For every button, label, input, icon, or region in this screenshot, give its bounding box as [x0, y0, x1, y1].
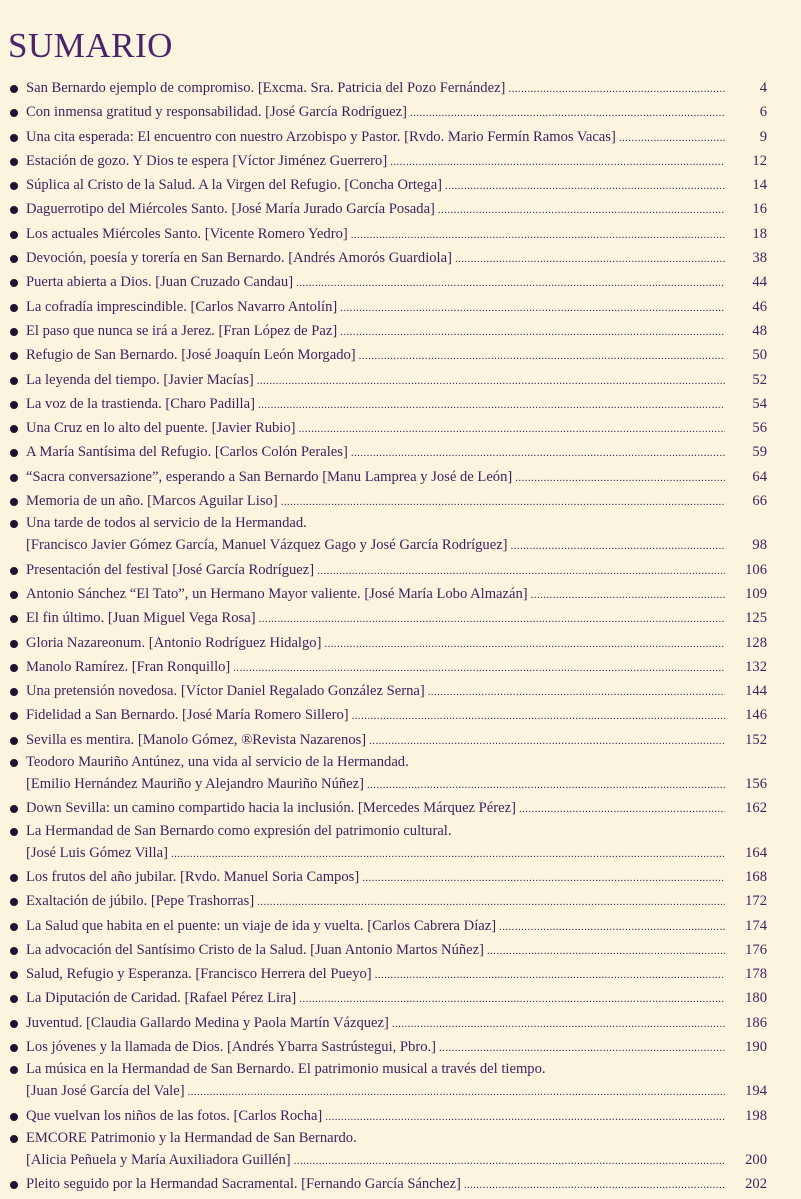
page-number: 152 — [745, 731, 767, 748]
entry-title: Los frutos del año jubilar. [Rvdo. Manuel Soria Campos] — [26, 868, 360, 885]
toc-entry — [0, 513, 801, 557]
toc-entry — [0, 1059, 801, 1103]
toc-entry — [0, 703, 801, 727]
dot-leader — [340, 320, 725, 344]
toc-entry — [0, 440, 801, 464]
bullet-icon — [10, 158, 18, 166]
page-number: 106 — [745, 561, 767, 578]
dot-leader — [257, 890, 725, 914]
page-number: 44 — [752, 274, 767, 291]
toc-entry — [0, 222, 801, 246]
bullet-icon — [10, 1020, 18, 1028]
entry-title: Devoción, poesía y torería en San Bernardo. [Andrés Amorós Guardiola] — [26, 250, 452, 267]
entry-title: Antonio Sánchez “El Tato”, un Hermano Mayor valiente. [José María Lobo Almazán] — [26, 585, 528, 602]
bullet-icon — [10, 828, 18, 836]
dot-leader — [281, 490, 725, 514]
dot-leader — [351, 441, 725, 465]
dot-leader — [531, 583, 725, 607]
dot-leader — [340, 296, 725, 320]
table-of-contents — [0, 76, 801, 1196]
bullet-icon — [10, 1044, 18, 1052]
toc-entry — [0, 962, 801, 986]
bullet-icon — [10, 474, 18, 482]
dot-leader — [619, 126, 725, 150]
page-number: 180 — [745, 990, 767, 1007]
entry-title: Con inmensa gratitud y responsabilidad. [José García Rodríguez] — [26, 104, 407, 121]
toc-entry — [0, 1172, 801, 1196]
toc-entry — [0, 76, 801, 100]
page-number: 4 — [759, 80, 767, 96]
entry-title: San Bernardo ejemplo de compromiso. [Excma. Sra. Patricia del Pozo Fernández] — [26, 80, 506, 96]
bullet-icon — [10, 85, 18, 93]
entry-title: Exaltación de júbilo. [Pepe Trashorras] — [26, 893, 255, 910]
dot-leader — [464, 1173, 725, 1197]
entry-title: La leyenda del tiempo. [Javier Macías] — [26, 371, 254, 388]
toc-entry — [0, 796, 801, 820]
entry-title-line: La música en la Hermandad de San Bernardo. El patrimonio musical a través del tiempo. — [26, 1061, 546, 1078]
dot-leader — [508, 77, 725, 101]
toc-entry — [0, 343, 801, 367]
page-number: 54 — [752, 395, 767, 412]
bullet-icon — [10, 1135, 18, 1143]
dot-leader — [511, 534, 725, 558]
page-number: 12 — [752, 152, 767, 169]
page-number: 162 — [745, 800, 767, 817]
toc-entry — [0, 368, 801, 392]
page-number: 125 — [745, 610, 767, 627]
entry-title: A María Santísima del Refugio. [Carlos Colón Perales] — [26, 444, 348, 461]
entry-title: Puerta abierta a Dios. [Juan Cruzado Candau] — [26, 274, 294, 291]
page-number: 48 — [752, 322, 767, 339]
entry-title: La voz de la trastienda. [Charo Padilla] — [26, 395, 255, 412]
page-number: 52 — [752, 371, 767, 388]
toc-entry — [0, 914, 801, 938]
entry-title: La Salud que habita en el puente: un viaje de ida y vuelta. [Carlos Cabrera Díaz] — [26, 917, 497, 934]
toc-entry — [0, 489, 801, 513]
page-number: 59 — [752, 444, 767, 461]
toc-entry — [0, 679, 801, 703]
dot-leader — [299, 987, 725, 1011]
page-number: 46 — [752, 298, 767, 315]
dot-leader — [428, 680, 725, 704]
dot-leader — [257, 369, 725, 393]
dot-leader — [352, 704, 725, 728]
entry-title: El paso que nunca se irá a Jerez. [Fran López de Paz] — [26, 322, 338, 339]
toc-entry — [0, 416, 801, 440]
page-number: 50 — [752, 347, 767, 364]
toc-entry — [0, 986, 801, 1010]
page-number: 66 — [752, 493, 767, 510]
dot-leader — [390, 150, 725, 174]
entry-title: Memoria de un año. [Marcos Aguilar Liso] — [26, 493, 278, 510]
toc-entry — [0, 173, 801, 197]
dot-leader — [515, 466, 725, 490]
entry-title: Estación de gozo. Y Dios te espera [Víctor Jiménez Guerrero] — [26, 152, 388, 169]
bullet-icon — [10, 304, 18, 312]
entry-title: [Alicia Peñuela y María Auxiliadora Guillén] — [26, 1151, 291, 1168]
entry-title: Los jóvenes y la llamada de Dios. [Andrés Ybarra Sastrústegui, Pbro.] — [26, 1038, 437, 1055]
bullet-icon — [10, 498, 18, 506]
entry-title-line: Una tarde de todos al servicio de la Hermandad. — [26, 515, 307, 532]
dot-leader — [445, 174, 725, 198]
entry-title: Fidelidad a San Bernardo. [José María Romero Sillero] — [26, 707, 349, 724]
toc-entry — [0, 465, 801, 489]
entry-title: Refugio de San Bernardo. [José Joaquín León Morgado] — [26, 347, 356, 364]
page-number: 98 — [752, 537, 767, 554]
entry-title: Una cita esperada: El encuentro con nuestro Arzobispo y Pastor. [Rvdo. Mario Fermín Ramos Vacas] — [26, 128, 616, 145]
page-number: 156 — [745, 776, 767, 793]
entry-title: Gloria Nazareonum. [Antonio Rodríguez Hidalgo] — [26, 634, 322, 651]
bullet-icon — [10, 567, 18, 575]
entry-title: La advocación del Santísimo Cristo de la Salud. [Juan Antonio Martos Núñez] — [26, 941, 484, 958]
page-number: 164 — [745, 844, 767, 861]
dot-leader — [375, 963, 725, 987]
dot-leader — [317, 559, 725, 583]
dot-leader — [259, 607, 725, 631]
page-number: 146 — [745, 707, 767, 724]
toc-entry — [0, 1035, 801, 1059]
toc-entry — [0, 100, 801, 124]
page-number: 194 — [745, 1083, 767, 1100]
entry-title-line: La Hermandad de San Bernardo como expresión del patrimonio cultural. — [26, 822, 452, 839]
dot-leader — [392, 1012, 725, 1036]
entry-title: El fin último. [Juan Miguel Vega Rosa] — [26, 610, 256, 627]
dot-leader — [439, 1036, 725, 1060]
dot-leader — [188, 1080, 725, 1104]
dot-leader — [438, 198, 725, 222]
dot-leader — [325, 1105, 725, 1129]
page-title: SUMARIO — [8, 26, 173, 65]
bullet-icon — [10, 328, 18, 336]
bullet-icon — [10, 737, 18, 745]
toc-entry — [0, 125, 801, 149]
dot-leader — [296, 271, 725, 295]
dot-leader — [487, 939, 725, 963]
entry-title-line: Teodoro Mauriño Antúnez, una vida al servicio de la Hermandad. — [26, 754, 409, 771]
dot-leader — [258, 393, 725, 417]
dot-leader — [171, 842, 725, 866]
page-number: 186 — [745, 1014, 767, 1031]
page-number: 64 — [752, 468, 767, 485]
entry-title: Pleito seguido por la Hermandad Sacramental. [Fernando García Sánchez] — [26, 1176, 461, 1193]
page-number: 18 — [752, 225, 767, 242]
bullet-icon — [10, 923, 18, 931]
toc-entry — [0, 295, 801, 319]
toc-entry — [0, 582, 801, 606]
entry-title: [Francisco Javier Gómez García, Manuel Vázquez Gago y José García Rodríguez] — [26, 537, 508, 554]
dot-leader — [324, 632, 725, 656]
bullet-icon — [10, 759, 18, 767]
dot-leader — [455, 247, 725, 271]
entry-title: La cofradía imprescindible. [Carlos Navarro Antolín] — [26, 298, 338, 315]
dot-leader — [362, 866, 725, 890]
page-number: 6 — [759, 104, 767, 121]
page-number: 174 — [745, 917, 767, 934]
entry-title: Que vuelvan los niños de las fotos. [Carlos Rocha] — [26, 1107, 323, 1124]
entry-title: Manolo Ramírez. [Fran Ronquillo] — [26, 658, 231, 675]
toc-entry — [0, 655, 801, 679]
toc-entry — [0, 889, 801, 913]
bullet-icon — [10, 874, 18, 882]
toc-entry — [0, 1104, 801, 1128]
page-number: 144 — [745, 683, 767, 700]
page-number: 172 — [745, 893, 767, 910]
dot-leader — [519, 797, 725, 821]
toc-entry — [0, 938, 801, 962]
dot-leader — [410, 101, 725, 125]
bullet-icon — [10, 134, 18, 142]
bullet-icon — [10, 1113, 18, 1121]
toc-entry — [0, 558, 801, 582]
page-number: 56 — [752, 420, 767, 437]
entry-title: Presentación del festival [José García Rodríguez] — [26, 561, 315, 578]
bullet-icon — [10, 377, 18, 385]
bullet-icon — [10, 401, 18, 409]
page-number: 9 — [759, 128, 767, 145]
dot-leader — [369, 729, 725, 753]
entry-title: [José Luis Gómez Villa] — [26, 844, 168, 861]
toc-entry — [0, 1011, 801, 1035]
entry-title: Salud, Refugio y Esperanza. [Francisco Herrera del Pueyo] — [26, 966, 372, 983]
page-number: 132 — [745, 658, 767, 675]
entry-title: Sevilla es mentira. [Manolo Gómez, ®Revista Nazarenos] — [26, 731, 367, 748]
page-number: 176 — [745, 941, 767, 958]
page-number: 190 — [745, 1038, 767, 1055]
dot-leader — [499, 915, 725, 939]
dot-leader — [294, 1149, 725, 1173]
page-number: 202 — [745, 1176, 767, 1193]
bullet-icon — [10, 947, 18, 955]
toc-entry — [0, 821, 801, 865]
entry-title: Juventud. [Claudia Gallardo Medina y Paola Martín Vázquez] — [26, 1014, 389, 1031]
page-number: 198 — [745, 1107, 767, 1124]
page-number: 38 — [752, 250, 767, 267]
bullet-icon — [10, 664, 18, 672]
toc-entry — [0, 728, 801, 752]
toc-entry — [0, 865, 801, 889]
bullet-icon — [10, 231, 18, 239]
toc-entry — [0, 270, 801, 294]
toc-entry — [0, 606, 801, 630]
entry-title: Daguerrotipo del Miércoles Santo. [José María Jurado García Posada] — [26, 201, 435, 218]
entry-title: Down Sevilla: un camino compartido hacia la inclusión. [Mercedes Márquez Pérez] — [26, 800, 516, 817]
dot-leader — [351, 223, 725, 247]
toc-entry — [0, 197, 801, 221]
entry-title: Una Cruz en lo alto del puente. [Javier Rubio] — [26, 420, 296, 437]
entry-title: Los actuales Miércoles Santo. [Vicente Romero Yedro] — [26, 225, 348, 242]
toc-entry — [0, 392, 801, 416]
entry-title: “Sacra conversazione”, esperando a San Bernardo [Manu Lamprea y José de León] — [26, 468, 513, 485]
bullet-icon — [10, 591, 18, 599]
toc-entry — [0, 149, 801, 173]
toc-entry — [0, 319, 801, 343]
page-number: 109 — [745, 585, 767, 602]
toc-entry — [0, 246, 801, 270]
dot-leader — [367, 773, 725, 797]
entry-title-line: EMCORE Patrimonio y la Hermandad de San Bernardo. — [26, 1129, 357, 1146]
entry-title: Una pretensión novedosa. [Víctor Daniel Regalado González Serna] — [26, 683, 425, 700]
toc-entry — [0, 1128, 801, 1172]
entry-title: [Juan José García del Vale] — [26, 1083, 185, 1100]
dot-leader — [299, 417, 726, 441]
dot-leader — [233, 656, 725, 680]
entry-title: Súplica al Cristo de la Salud. A la Virgen del Refugio. [Concha Ortega] — [26, 177, 443, 194]
page-number: 16 — [752, 201, 767, 218]
page-number: 200 — [745, 1151, 767, 1168]
entry-title: La Diputación de Caridad. [Rafael Pérez Lira] — [26, 990, 297, 1007]
page-number: 14 — [752, 177, 767, 194]
toc-entry — [0, 752, 801, 796]
entry-title: [Emilio Hernández Mauriño y Alejandro Mauriño Núñez] — [26, 776, 364, 793]
dot-leader — [359, 344, 725, 368]
bullet-icon — [10, 640, 18, 648]
page-number: 128 — [745, 634, 767, 651]
toc-entry — [0, 631, 801, 655]
page-number: 168 — [745, 868, 767, 885]
page-number: 178 — [745, 966, 767, 983]
